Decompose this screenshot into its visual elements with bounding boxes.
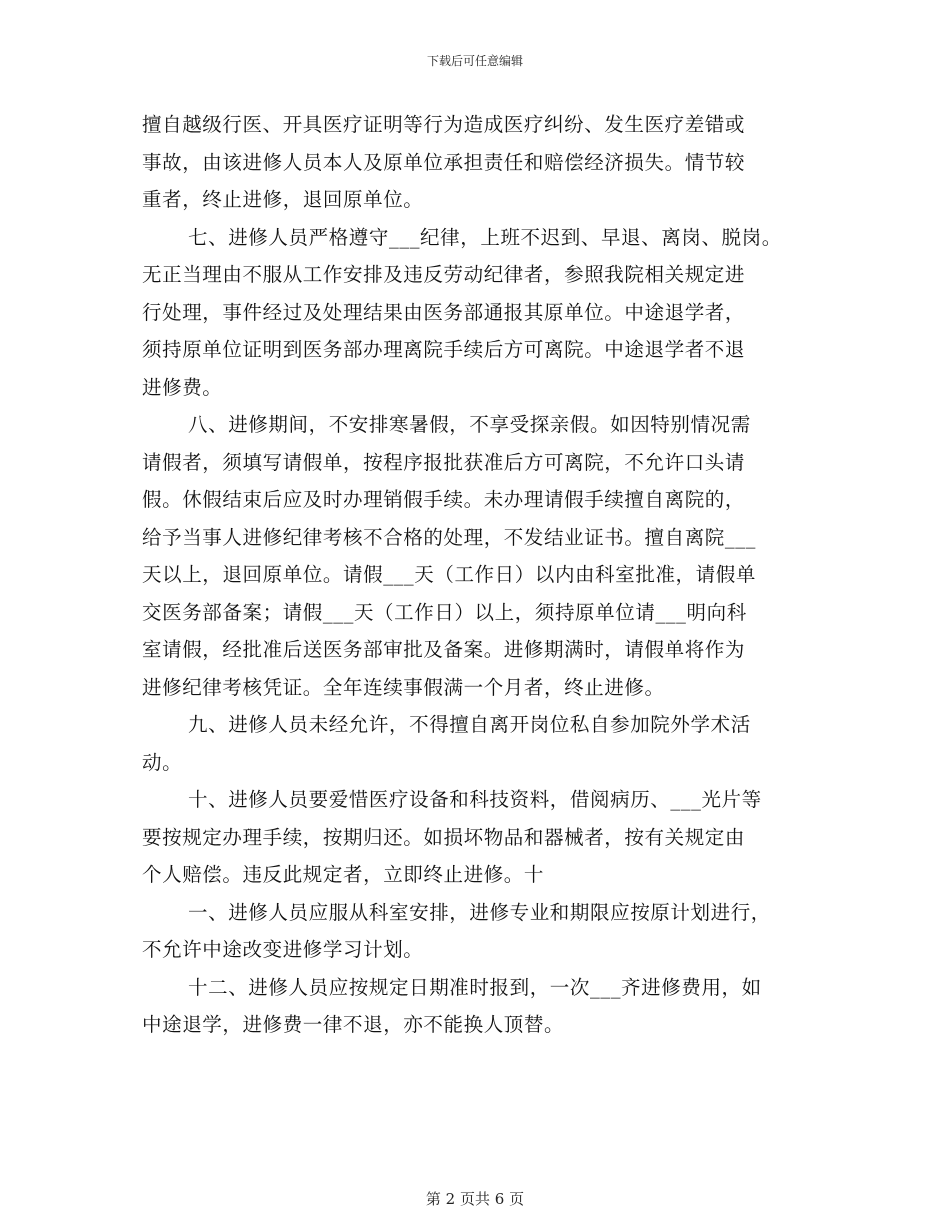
text-line: 给予当事人进修纪律考核不合格的处理，不发结业证书。擅自离院___ bbox=[142, 525, 756, 549]
text-line: 室请假，经批准后送医务部审批及备案。进修期满时，请假单将作为 bbox=[142, 638, 746, 661]
text-line: 十、进修人员要爱惜医疗设备和科技资料，借阅病历、___光片等 bbox=[188, 788, 762, 811]
page-footer: 第 2 页共 6 页 bbox=[425, 1190, 525, 1208]
text-line: 八、进修期间，不安排寒暑假，不享受探亲假。如因特别情况需 bbox=[188, 413, 751, 436]
text-line: 假。休假结束后应及时办理销假手续。未办理请假手续擅自离院的， bbox=[142, 488, 746, 511]
text-line: 交医务部备案；请假___天（工作日）以上，须持原单位请___明向科 bbox=[142, 600, 747, 624]
text-line: 无正当理由不服从工作安排及违反劳动纪律者，参照我院相关规定进 bbox=[142, 263, 746, 286]
page-header: 下载后可任意编辑 bbox=[426, 54, 523, 68]
text-line: 须持原单位证明到医务部办理离院手续后方可离院。中途退学者不退 bbox=[142, 338, 746, 361]
text-line: 进修费。 bbox=[142, 375, 223, 399]
text-line: 行处理，事件经过及处理结果由医务部通报其原单位。中途退学者， bbox=[142, 300, 746, 324]
text-line: 七、进修人员严格遵守___纪律，上班不迟到、早退、离岗、脱岗。 bbox=[188, 225, 782, 249]
text-line: 个人赔偿。违反此规定者，立即终止进修。十 bbox=[142, 863, 545, 886]
text-line: 要按规定办理手续，按期归还。如损坏物品和器械者，按有关规定由 bbox=[142, 825, 746, 849]
text-line: 擅自越级行医、开具医疗证明等行为造成医疗纠纷、发生医疗差错或 bbox=[142, 113, 746, 136]
text-line: 进修纪律考核凭证。全年连续事假满一个月者，终止进修。 bbox=[142, 675, 665, 699]
text-line: 天以上，退回原单位。请假___天（工作日）以内由科室批准，请假单 bbox=[142, 563, 756, 586]
document-body bbox=[142, 106, 810, 1044]
text-line: 请假者，须填写请假单，按程序报批获准后方可离院，不允许口头请 bbox=[142, 450, 746, 474]
text-line: 动。 bbox=[142, 750, 183, 774]
text-line: 事故，由该进修人员本人及原单位承担责任和赔偿经济损失。情节较 bbox=[142, 150, 746, 174]
text-line: 十二、进修人员应按规定日期准时报到，一次___齐进修费用，如 bbox=[188, 975, 762, 999]
text-line: 九、进修人员未经允许，不得擅自离开岗位私自参加院外学术活 bbox=[188, 713, 751, 736]
text-line: 中途退学，进修费一律不退，亦不能换人顶替。 bbox=[142, 1013, 565, 1036]
text-line: 不允许中途改变进修学习计划。 bbox=[142, 938, 424, 961]
text-line: 一、进修人员应服从科室安排，进修专业和期限应按原计划进行， bbox=[188, 900, 771, 924]
text-line: 重者，终止进修，退回原单位。 bbox=[142, 188, 424, 211]
